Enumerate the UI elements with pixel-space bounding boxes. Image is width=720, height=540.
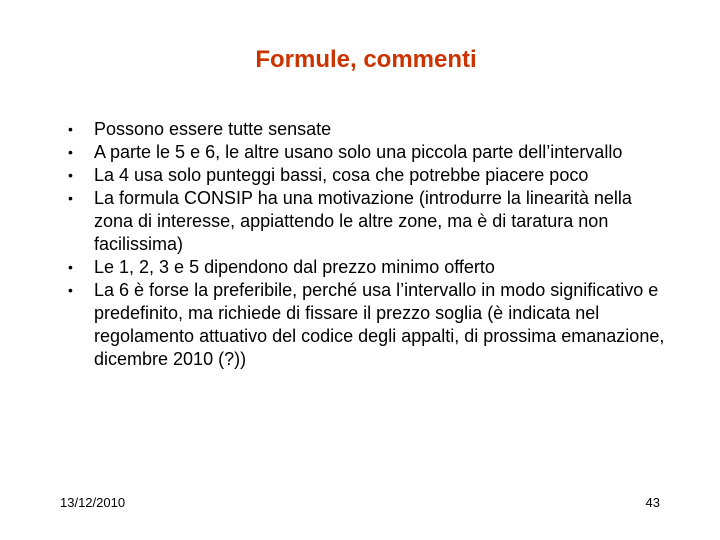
bullet-item bbox=[60, 118, 670, 141]
bullet-item bbox=[60, 256, 670, 279]
footer-date: 13/12/2010 bbox=[60, 495, 126, 510]
bullet-text: A parte le 5 e 6, le altre usano solo una piccola parte dell’intervallo bbox=[94, 142, 623, 162]
bullet-item bbox=[60, 141, 670, 164]
bullet-item bbox=[60, 164, 670, 187]
bullet-text: Possono essere tutte sensate bbox=[94, 119, 332, 139]
bullet-text: La 4 usa solo punteggi bassi, cosa che potrebbe piacere poco bbox=[94, 165, 589, 185]
bullet-text: La 6 è forse la preferibile, perché usa l’intervallo in modo significativo e predefinito, ma richiede di fissare il prezzo soglia (è indicata nel regolamento attuativo del codice degli appalti, di prossima emanazione, dicembre 2010 (?)) bbox=[94, 280, 665, 369]
bullet-marker: • bbox=[68, 144, 73, 160]
bullet-text: Le 1, 2, 3 e 5 dipendono dal prezzo minimo offerto bbox=[94, 257, 495, 277]
bullet-marker: • bbox=[68, 282, 73, 298]
bullet-marker: • bbox=[68, 190, 73, 206]
bullet-marker: • bbox=[68, 121, 73, 137]
bullet-item bbox=[60, 279, 670, 371]
bullet-text: La formula CONSIP ha una motivazione (introdurre la linearità nella zona di interesse, appiattendo le altre zone, ma è di taratura non facilissima) bbox=[94, 188, 632, 254]
page-number: 43 bbox=[645, 495, 660, 510]
bullet-item bbox=[60, 187, 670, 256]
bullet-list bbox=[60, 118, 670, 371]
bullet-marker: • bbox=[68, 167, 73, 183]
slide-title: Formule, commenti bbox=[255, 46, 477, 73]
bullet-marker: • bbox=[68, 259, 73, 275]
